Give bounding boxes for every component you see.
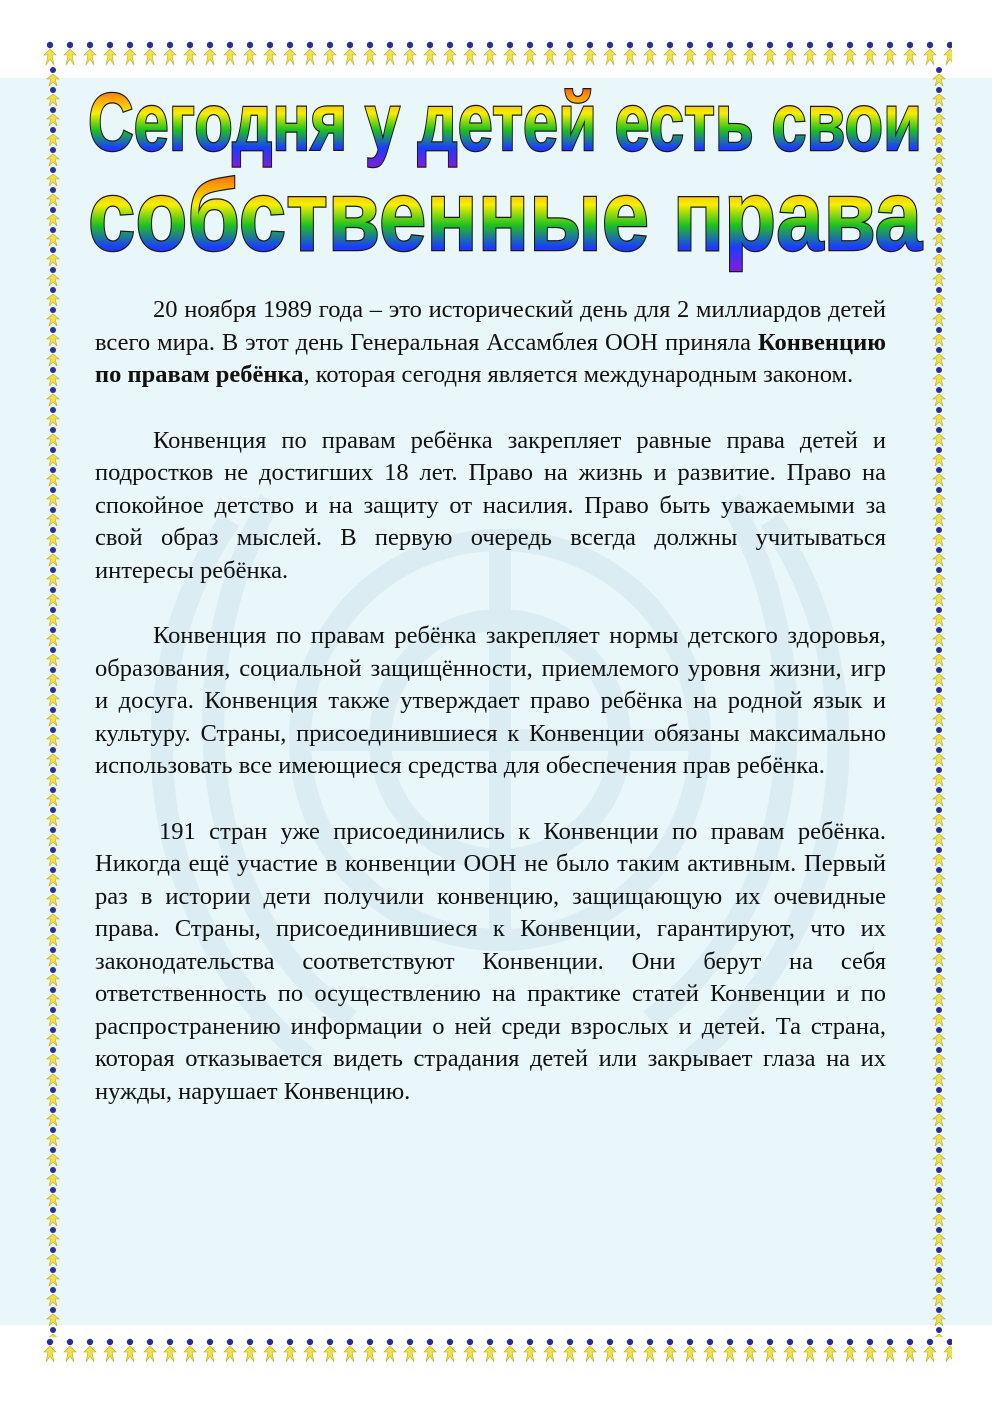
convention-name-bold: Конвенцию по правам ребёнка xyxy=(95,328,886,388)
paragraph-1 xyxy=(95,294,886,392)
paragraph-2: Конвенция по правам ребёнка закрепляет равные права детей и подростков не достигших 18 лет. Право на жизнь и развитие. Право на спокойное детство и на защиту от насилия. Право быть уважаемыми за свой образ мыслей. В первую очередь всегда должны учитываться интересы ребёнка. xyxy=(95,426,886,584)
paragraph-3: Конвенция по правам ребёнка закрепляет нормы детского здоровья, образования, социальной защищённости, приемлемого уровня жизни, игр и досуга. Конвенция также утверждает право ребёнка на родной язык и культуру. Страны, присоединившиеся к Конвенции обязаны максимально использовать все имеющиеся средства для обеспечения прав ребёнка. xyxy=(95,622,886,779)
paragraph-4: 191 стран уже присоединились к Конвенции по правам ребёнка. Никогда ещё участие в конвенции ООН не было таким активным. Первый раз в истории дети получили конвенцию, защищающую их очевидные права. Страны, присоединившиеся к Конвенции, гарантируют, что их законодательства соответствуют Конвенции. Они берут на себя ответственность по осуществлению на практике статей Конвенции и по распространению информации о ней среди взрослых и детей. Та страна, которая отказывается видеть страдания детей или закрывает глаза на их нужды, нарушает Конвенцию. xyxy=(95,817,886,1105)
decorative-border-bottom xyxy=(40,1337,952,1363)
paragraph-1-text: 20 ноября 1989 года – это исторический день для 2 миллиардов детей всего мира. В этот день Генеральная Ассамблея ООН приняла xyxy=(95,296,886,356)
page-title xyxy=(80,78,930,278)
article-body xyxy=(95,294,886,1141)
title-line-1: Сегодня у детей есть свои xyxy=(88,77,922,168)
decorative-border-top xyxy=(40,40,952,66)
title-line-2: собственные права xyxy=(88,160,924,272)
paragraph-1-tail: , которая сегодня является международным законом. xyxy=(303,361,854,388)
decorative-border-left xyxy=(40,66,66,1337)
